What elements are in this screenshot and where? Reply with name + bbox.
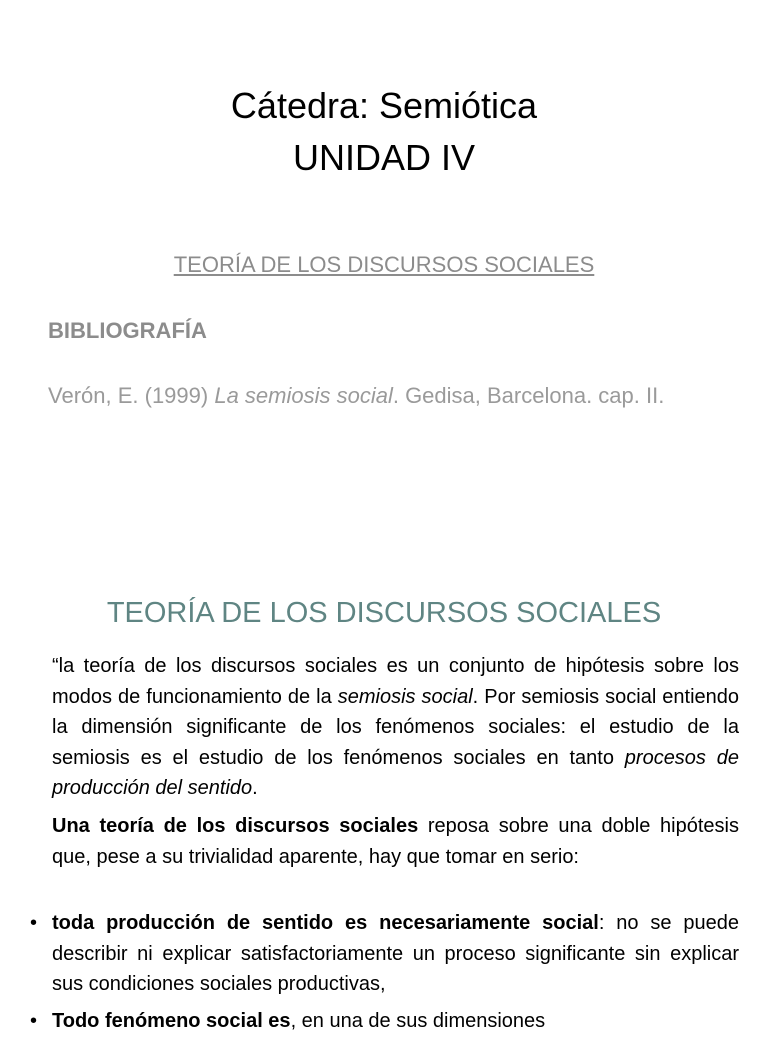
- reference-publisher: . Gedisa, Barcelona. cap. II.: [392, 383, 665, 408]
- bullet-icon: •: [30, 1009, 38, 1032]
- para1-text-1: “la teoría de los discursos sociales es un conjunto de hipótesis sobre los modos de funcionamiento de la: [52, 655, 739, 708]
- reference-work-title: La semiosis social: [214, 383, 393, 408]
- slide-2: [0, 560, 768, 1032]
- slide-title-line-2: UNIDAD IV: [292, 137, 476, 178]
- bullet-2-text: , en una de sus dimensiones: [290, 1009, 546, 1032]
- subtitle-text: TEORÍA DE LOS DISCURSOS SOCIALES: [173, 252, 595, 277]
- para1-text-2: . Por semiosis social entiendo la dimensión significante de los fenómenos sociales: el estudio de la semiosis es el estudio de los fenómenos sociales en tanto: [52, 685, 740, 769]
- quote-paragraph: [52, 651, 739, 804]
- para1-italic-2: procesos de producción del sentido: [52, 746, 739, 799]
- para1-text-3: .: [252, 777, 258, 799]
- bullet-1-bold: toda producción de sentido es necesariamente social: [52, 912, 599, 934]
- slide-title-line-1: Cátedra: Semiótica: [230, 85, 538, 126]
- slide2-title: TEORÍA DE LOS DISCURSOS SOCIALES: [106, 597, 662, 629]
- bullet-icon: •: [30, 912, 38, 934]
- list-item: [30, 908, 739, 1000]
- reference-author-year: Verón, E. (1999): [48, 383, 215, 408]
- bibliography-reference: [48, 382, 728, 410]
- bibliography-heading: BIBLIOGRAFÍA: [48, 318, 207, 343]
- hypothesis-bullet-list: [30, 908, 739, 1042]
- para2-bold: Una teoría de los discursos sociales: [52, 815, 419, 837]
- hypothesis-paragraph: [52, 811, 739, 872]
- slide-subtitle: [0, 250, 768, 280]
- list-item: [30, 1006, 739, 1037]
- bullet-1-text: : no se puede describir ni explicar satisfactoriamente un proceso significante sin explicar sus condiciones sociales productivas,: [52, 912, 739, 995]
- para2-text: reposa sobre una doble hipótesis que, pese a su trivialidad aparente, hay que tomar en serio:: [52, 815, 739, 868]
- para1-italic-1: semiosis social: [337, 685, 473, 708]
- bullet-2-bold: Todo fenómeno social es: [52, 1009, 291, 1032]
